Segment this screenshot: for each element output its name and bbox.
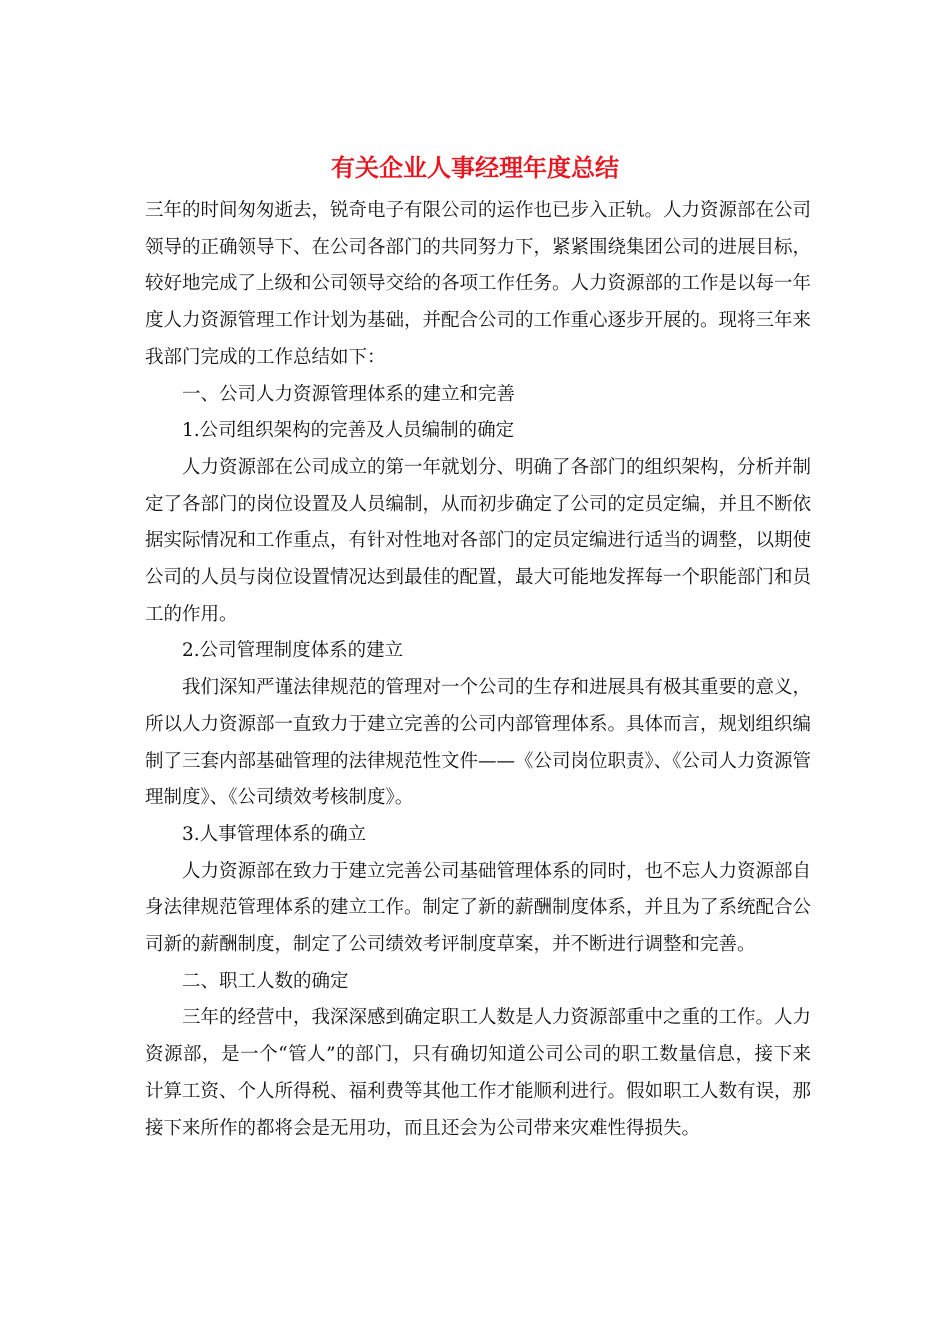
- paragraph-personnel-system: 人力资源部在致力于建立完善公司基础管理体系的同时，也不忘人力资源部自身法律规范管理体系的建立工作。制定了新的薪酬制度体系，并且为了系统配合公司新的薪酬制度，制定了公司绩效考评制度草案，并不断进行调整和完善。: [145, 860, 812, 956]
- section-heading-2: 二、职工人数的确定: [182, 970, 349, 992]
- paragraph-org-structure: 人力资源部在公司成立的第一年就划分、明确了各部门的组织架构，分析并制定了各部门的岗位设置及人员编制，从而初步确定了公司的定员定编，并且不断依据实际情况和工作重点，有针对性地对各部门的定员定编进行适当的调整，以期使公司的人员与岗位设置情况达到最佳的配置，最大可能地发挥每一个职能部门和员工的作用。: [145, 456, 812, 625]
- subsection-heading-1-3: 3.人事管理体系的确立: [182, 823, 367, 845]
- document-title: 有关企业人事经理年度总结: [331, 153, 619, 182]
- paragraph-intro: 三年的时间匆匆逝去，锐奇电子有限公司的运作也已步入正轨。人力资源部在公司领导的正确领导下、在公司各部门的共同努力下，紧紧围绕集团公司的进展目标，较好地完成了上级和公司领导交给的各项工作任务。人力资源部的工作是以每一年度人力资源管理工作计划为基础，并配合公司的工作重心逐步开展的。现将三年来我部门完成的工作总结如下：: [145, 200, 812, 368]
- subsection-heading-1-1: 1.公司组织架构的完善及人员编制的确定: [182, 420, 515, 442]
- paragraph-management-system: 我们深知严谨法律规范的管理对一个公司的生存和进展具有极其重要的意义，所以人力资源部一直致力于建立完善的公司内部管理体系。具体而言，规划组织编制了三套内部基础管理的法律规范性文件——《公司岗位职责》、《公司人力资源管理制度》、《公司绩效考核制度》。: [145, 677, 812, 809]
- section-heading-1: 一、公司人力资源管理体系的建立和完善: [182, 383, 516, 405]
- document-body: [145, 193, 811, 1147]
- subsection-heading-1-2: 2.公司管理制度体系的建立: [182, 640, 404, 662]
- paragraph-headcount: 三年的经营中，我深深感到确定职工人数是人力资源部重中之重的工作。人力资源部，是一个“管人”的部门，只有确切知道公司公司的职工数量信息，接下来计算工资、个人所得税、福利费等其他工作才能顺利进行。假如职工人数有误，那接下来所作的都将会是无用功，而且还会为公司带来灾难性得损失。: [145, 1007, 812, 1139]
